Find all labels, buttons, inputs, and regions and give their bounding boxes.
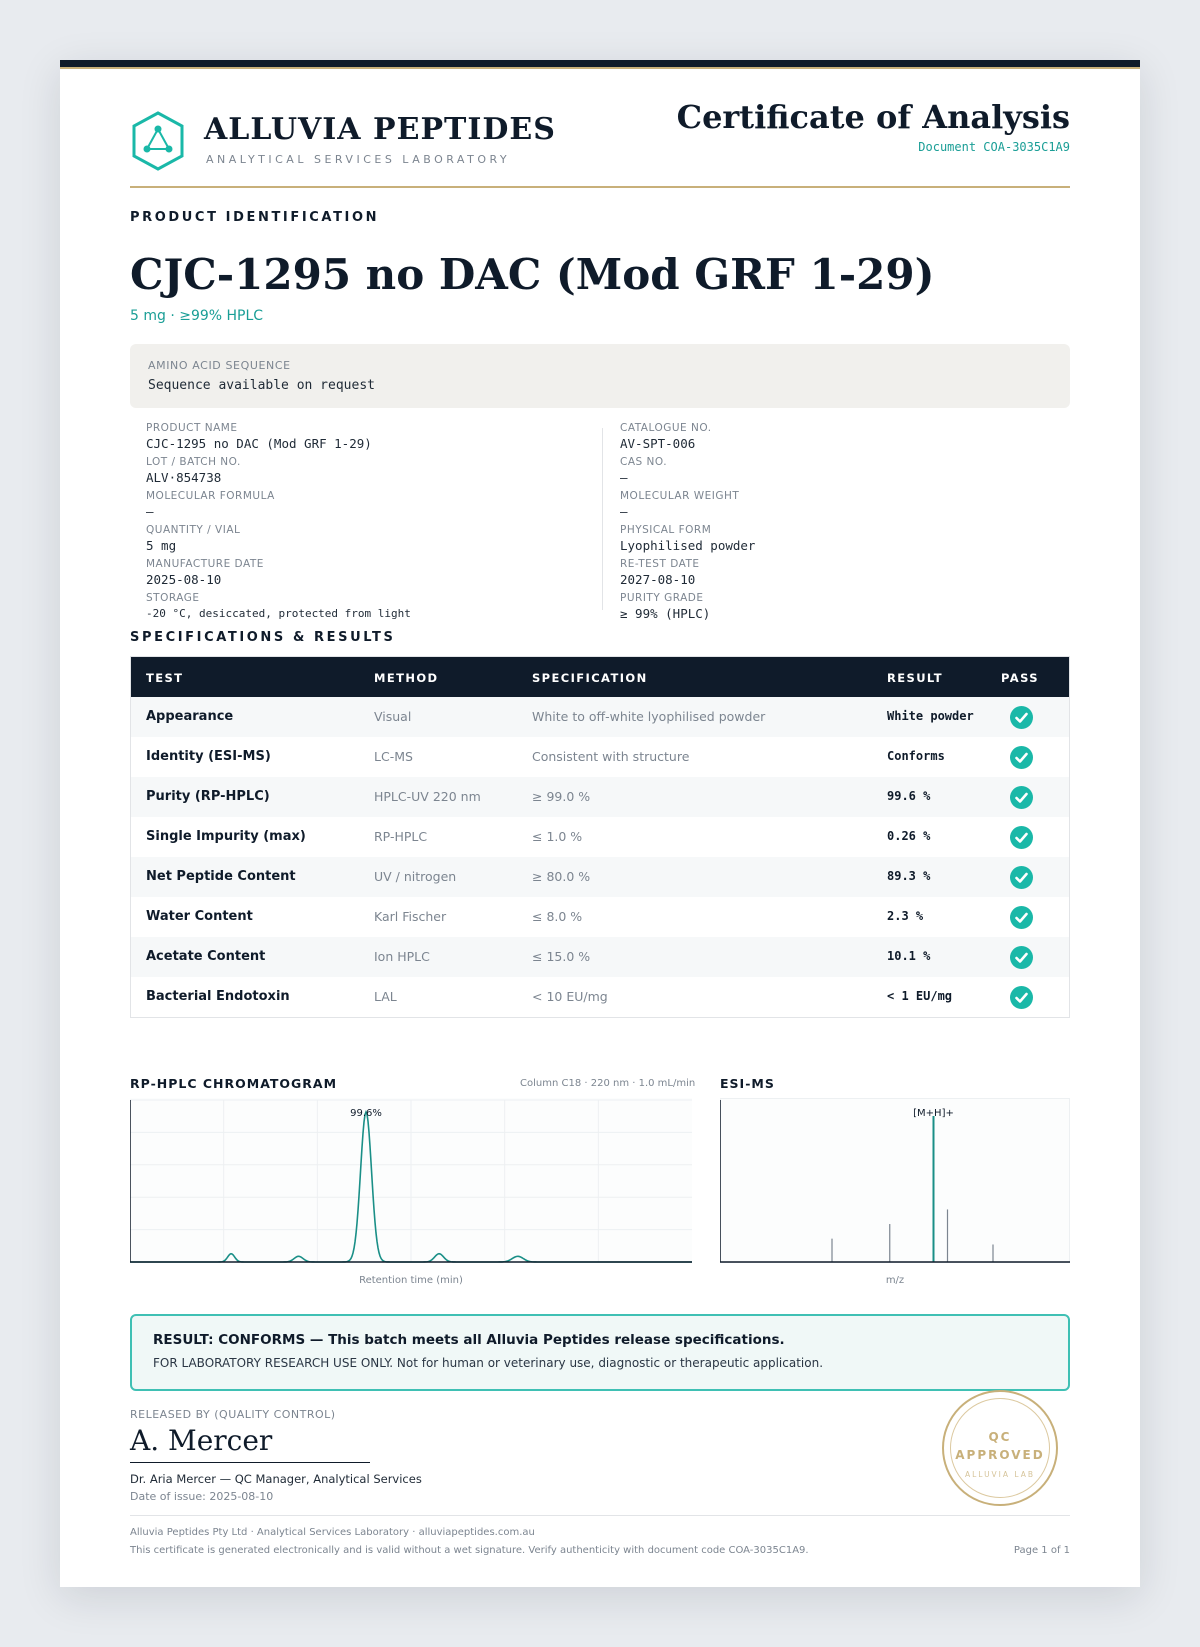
fields-right-column: [620, 422, 1060, 626]
column-header-specification: SPECIFICATION: [532, 671, 648, 685]
field-label: PHYSICAL FORM: [620, 524, 712, 536]
brand-name: ALLUVIA PEPTIDES: [204, 112, 556, 147]
cell-test: Net Peptide Content: [146, 869, 296, 884]
field-molecular-formula: [146, 490, 586, 524]
hplc-x-axis-label: Retention time (min): [359, 1275, 463, 1286]
brand-subtitle: ANALYTICAL SERVICES LABORATORY: [206, 153, 511, 166]
cell-method: Ion HPLC: [374, 949, 430, 964]
pass-check-icon: [1010, 786, 1033, 809]
cell-spec: ≤ 8.0 %: [532, 909, 583, 924]
cell-spec: ≤ 1.0 %: [532, 829, 583, 844]
ms-chart-title: ESI-MS: [720, 1076, 775, 1091]
field-catalogue-no: [620, 422, 1060, 456]
stamp-line-3: ALLUVIA LAB: [964, 1470, 1036, 1479]
cell-method: HPLC-UV 220 nm: [374, 789, 481, 804]
field-label: QUANTITY / VIAL: [146, 524, 241, 536]
document-code: Document COA-3035C1A9: [918, 140, 1070, 154]
field-label: PURITY GRADE: [620, 592, 704, 604]
field-label: CATALOGUE NO.: [620, 422, 712, 434]
field-value: ≥ 99% (HPLC): [620, 606, 711, 621]
ms-peak-label: [M+H]+: [913, 1108, 954, 1119]
cell-result: 2.3 %: [887, 909, 924, 923]
pass-check-icon: [1010, 866, 1033, 889]
certificate-sheet: [60, 60, 1140, 1587]
field-lot-number: [146, 456, 586, 490]
product-section-label: PRODUCT IDENTIFICATION: [130, 210, 380, 225]
cell-spec: ≥ 80.0 %: [532, 869, 591, 884]
field-label: MOLECULAR WEIGHT: [620, 490, 740, 502]
field-physical-form: [620, 524, 1060, 558]
field-value: 2027-08-10: [620, 572, 696, 587]
cell-spec: ≥ 99.0 %: [532, 789, 591, 804]
cell-spec: Consistent with structure: [532, 749, 690, 764]
table-row: [131, 897, 1069, 937]
ms-x-axis-label: m/z: [885, 1275, 905, 1286]
fields-left-column: [146, 422, 586, 626]
field-label: PRODUCT NAME: [146, 422, 238, 434]
table-row: [131, 737, 1069, 777]
field-label: RE-TEST DATE: [620, 558, 700, 570]
field-quantity: [146, 524, 586, 558]
field-purity-grade: [620, 592, 1060, 626]
ms-plot-area: [720, 1098, 1070, 1262]
product-title: CJC-1295 no DAC (Mod GRF 1-29): [130, 250, 935, 299]
field-value: —: [146, 504, 154, 519]
cell-method: Visual: [374, 709, 412, 724]
field-value: AV-SPT-006: [620, 436, 696, 451]
field-label: MOLECULAR FORMULA: [146, 490, 275, 502]
cell-result: 99.6 %: [887, 789, 931, 803]
field-value: 2025-08-10: [146, 572, 222, 587]
column-header-test: TEST: [146, 671, 184, 685]
pass-check-icon: [1010, 946, 1033, 969]
stamp-line-2: APPROVED: [955, 1448, 1045, 1462]
cell-spec: White to off-white lyophilised powder: [532, 709, 766, 724]
cell-method: LC-MS: [374, 749, 413, 764]
cell-test: Acetate Content: [146, 949, 266, 964]
field-storage: [146, 592, 586, 626]
cell-method: Karl Fischer: [374, 909, 447, 924]
cell-result: Conforms: [887, 749, 945, 763]
document-title: Certificate of Analysis: [676, 98, 1070, 136]
page-number: Page 1 of 1: [1013, 1545, 1070, 1556]
field-value: 5 mg: [146, 538, 177, 553]
table-row: [131, 777, 1069, 817]
sequence-label: AMINO ACID SEQUENCE: [148, 359, 291, 372]
result-conforms-box: [130, 1314, 1070, 1391]
field-molecular-weight: [620, 490, 1060, 524]
field-value: CJC-1295 no DAC (Mod GRF 1-29): [146, 436, 372, 451]
table-header: [131, 657, 1069, 697]
released-by-label: RELEASED BY (QUALITY CONTROL): [130, 1408, 336, 1421]
cell-result: White powder: [887, 709, 974, 723]
research-use-disclaimer: FOR LABORATORY RESEARCH USE ONLY. Not for human or veterinary use, diagnostic or therapeutic application.: [153, 1356, 824, 1370]
table-body: [131, 697, 1069, 1017]
issue-date: Date of issue: 2025-08-10: [130, 1490, 274, 1503]
cell-spec: ≤ 15.0 %: [532, 949, 591, 964]
table-row: [131, 977, 1069, 1017]
footer-divider: [130, 1515, 1070, 1516]
pass-check-icon: [1010, 706, 1033, 729]
cell-result: 0.26 %: [887, 829, 931, 843]
table-row: [131, 937, 1069, 977]
cell-result: 10.1 %: [887, 949, 931, 963]
pass-check-icon: [1010, 986, 1033, 1009]
cell-test: Purity (RP-HPLC): [146, 789, 270, 804]
table-row: [131, 857, 1069, 897]
cell-method: RP-HPLC: [374, 829, 428, 844]
field-value: Lyophilised powder: [620, 538, 756, 553]
field-manufacture-date: [146, 558, 586, 592]
cell-test: Bacterial Endotoxin: [146, 989, 290, 1004]
header-divider: [130, 186, 1070, 188]
field-cas-no: [620, 456, 1060, 490]
header: [130, 98, 1070, 198]
column-header-method: METHOD: [374, 671, 439, 685]
top-accent-bar: [60, 60, 1140, 69]
sequence-box: [130, 344, 1070, 408]
footer-company-line: Alluvia Peptides Pty Ltd · Analytical Services Laboratory · alluviapeptides.com.au: [130, 1527, 535, 1538]
qc-approved-stamp: [942, 1390, 1058, 1506]
fields-divider: [602, 428, 603, 610]
field-retest-date: [620, 558, 1060, 592]
hexagon-molecule-logo-icon: [130, 111, 186, 171]
stamp-line-1: QC: [988, 1430, 1012, 1444]
hplc-chart-note: Column C18 · 220 nm · 1.0 mL/min: [520, 1078, 696, 1089]
product-fields: [146, 422, 1070, 621]
cell-result: < 1 EU/mg: [887, 989, 953, 1003]
cell-test: Appearance: [146, 709, 234, 724]
cell-spec: < 10 EU/mg: [532, 989, 608, 1004]
hplc-chart-title: RP-HPLC CHROMATOGRAM: [130, 1076, 338, 1091]
field-value: -20 °C, desiccated, protected from light: [146, 607, 411, 620]
sequence-value: Sequence available on request: [148, 378, 375, 393]
pass-check-icon: [1010, 906, 1033, 929]
footer-verification-line: This certificate is generated electronically and is valid without a wet signature. Verify authenticity with document code COA-3035C1A9.: [130, 1545, 809, 1556]
field-value: ALV·854738: [146, 470, 222, 485]
esi-ms-spectrum-chart: [720, 1098, 1070, 1268]
cell-method: LAL: [374, 989, 397, 1004]
cell-test: Identity (ESI-MS): [146, 749, 271, 764]
cell-test: Water Content: [146, 909, 253, 924]
column-header-pass: PASS: [1001, 671, 1039, 685]
column-header-result: RESULT: [887, 671, 944, 685]
field-label: CAS NO.: [620, 456, 668, 468]
field-value: —: [620, 504, 628, 519]
signature: A. Mercer: [130, 1424, 273, 1457]
table-row: [131, 817, 1069, 857]
field-label: LOT / BATCH NO.: [146, 456, 241, 468]
hplc-chromatogram-chart: [130, 1098, 692, 1268]
field-label: MANUFACTURE DATE: [146, 558, 264, 570]
field-value: —: [620, 470, 628, 485]
signer-name: Dr. Aria Mercer — QC Manager, Analytical Services: [130, 1472, 422, 1486]
product-subtitle: 5 mg · ≥99% HPLC: [130, 308, 264, 324]
field-product-name: [146, 422, 586, 456]
pass-check-icon: [1010, 746, 1033, 769]
specifications-table: [130, 656, 1070, 1018]
cell-result: 89.3 %: [887, 869, 931, 883]
table-row: [131, 697, 1069, 737]
specs-section-label: SPECIFICATIONS & RESULTS: [130, 630, 396, 645]
pass-check-icon: [1010, 826, 1033, 849]
hplc-peak-label: 99.6%: [350, 1108, 382, 1119]
signature-line: [130, 1462, 370, 1463]
field-label: STORAGE: [146, 592, 200, 604]
cell-test: Single Impurity (max): [146, 829, 306, 844]
cell-method: UV / nitrogen: [374, 869, 457, 884]
result-headline: RESULT: CONFORMS — This batch meets all Alluvia Peptides release specifications.: [153, 1332, 785, 1348]
